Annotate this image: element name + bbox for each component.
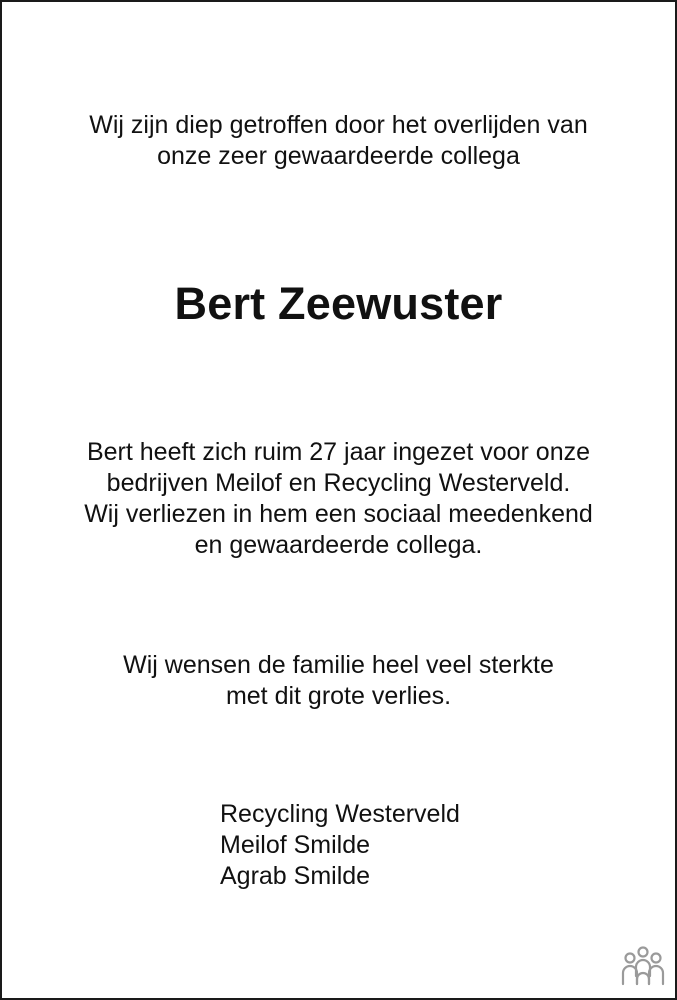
senders-list xyxy=(220,799,460,892)
people-group-icon xyxy=(619,946,667,986)
condolence-wish xyxy=(2,650,675,712)
tribute-line: bedrijven Meilof en Recycling Westerveld. xyxy=(106,469,571,497)
intro-line: onze zeer gewaardeerde collega xyxy=(157,142,520,170)
deceased-name: Bert Zeewuster xyxy=(174,278,503,329)
tribute-line: Bert heeft zich ruim 27 jaar ingezet voor onze xyxy=(86,438,591,466)
intro-line: Wij zijn diep getroffen door het overlijden van xyxy=(89,111,588,139)
tribute-text xyxy=(2,437,675,561)
sender-name: Meilof Smilde xyxy=(220,831,371,859)
wish-line: met dit grote verlies. xyxy=(225,682,452,710)
tribute-line: en gewaardeerde collega. xyxy=(194,531,483,559)
sender-name: Recycling Westerveld xyxy=(220,800,460,828)
intro-text xyxy=(2,110,675,172)
sender-name: Agrab Smilde xyxy=(220,862,371,890)
tribute-line: Wij verliezen in hem een sociaal meedenkend xyxy=(84,500,593,528)
wish-line: Wij wensen de familie heel veel sterkte xyxy=(123,651,554,679)
